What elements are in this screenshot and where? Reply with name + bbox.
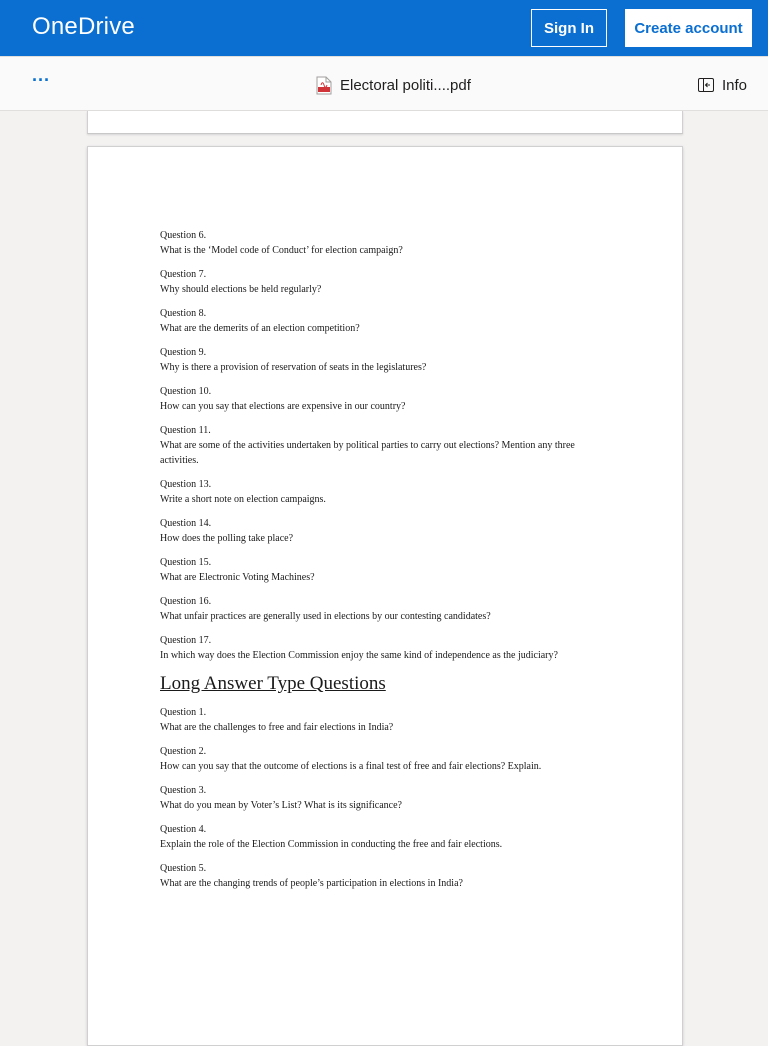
question-text: What are the demerits of an election competition? [160,323,360,334]
question-text: How does the polling take place? [160,533,294,544]
question-number: Question 9. [160,347,207,358]
question-number: Question 2. [160,746,207,757]
document-page [87,146,683,1046]
file-title [316,75,471,95]
question-text: Why is there a provision of reservation of seats in the legislatures? [160,362,427,373]
question-item [160,345,600,375]
question-number: Question 5. [160,863,207,874]
question-number: Question 3. [160,785,207,796]
question-number: Question 4. [160,824,207,835]
question-item [160,228,600,258]
question-item [160,306,600,336]
question-item [160,822,600,852]
info-label: Info [722,76,748,94]
question-number: Question 8. [160,308,207,319]
question-item [160,705,600,735]
question-item [160,423,600,468]
section-heading: Long Answer Type Questions [160,673,386,694]
sign-in-button[interactable]: Sign In [531,9,607,47]
question-item [160,477,600,507]
question-text: What are the changing trends of people’s participation in elections in India? [160,878,463,889]
question-text: What are the challenges to free and fair elections in India? [160,722,394,733]
question-number: Question 17. [160,635,212,646]
question-number: Question 10. [160,386,212,397]
question-text: What are Electronic Voting Machines? [160,572,315,583]
question-text: In which way does the Election Commission enjoy the same kind of independence as the judiciary? [160,650,558,661]
previous-page [87,111,683,134]
pdf-file-icon [316,76,332,95]
page-content [160,228,600,900]
question-number: Question 15. [160,557,212,568]
question-item [160,594,600,624]
question-item [160,744,600,774]
question-number: Question 7. [160,269,207,280]
question-item [160,783,600,813]
more-options-button[interactable]: ··· [32,70,50,90]
question-number: Question 14. [160,518,212,529]
create-account-button[interactable]: Create account [625,9,752,47]
question-text: How can you say that elections are expensive in our country? [160,401,406,412]
question-item [160,555,600,585]
question-number: Question 16. [160,596,212,607]
file-name: Electoral politi....pdf [340,76,471,94]
command-bar [0,56,768,111]
question-text: How can you say that the outcome of elections is a final test of free and fair elections? Explain. [160,761,542,772]
top-bar [0,0,768,56]
question-item [160,633,600,663]
question-text: What do you mean by Voter’s List? What is its significance? [160,800,402,811]
info-pane-icon [698,77,714,93]
question-text: Why should elections be held regularly? [160,284,322,295]
question-item [160,267,600,297]
info-button[interactable] [698,75,747,95]
question-text: What are some of the activities undertaken by political parties to carry out elections? Mention any three activities. [160,440,575,466]
question-item [160,384,600,414]
question-text: What unfair practices are generally used in elections by our contesting candidates? [160,611,491,622]
question-text: Write a short note on election campaigns. [160,494,326,505]
question-number: Question 13. [160,479,212,490]
question-number: Question 1. [160,707,207,718]
question-number: Question 11. [160,425,211,436]
question-number: Question 6. [160,230,207,241]
question-text: Explain the role of the Election Commission in conducting the free and fair elections. [160,839,503,850]
question-item [160,516,600,546]
question-item [160,861,600,891]
question-text: What is the ‘Model code of Conduct’ for election campaign? [160,245,403,256]
onedrive-logo[interactable]: OneDrive [32,13,135,40]
